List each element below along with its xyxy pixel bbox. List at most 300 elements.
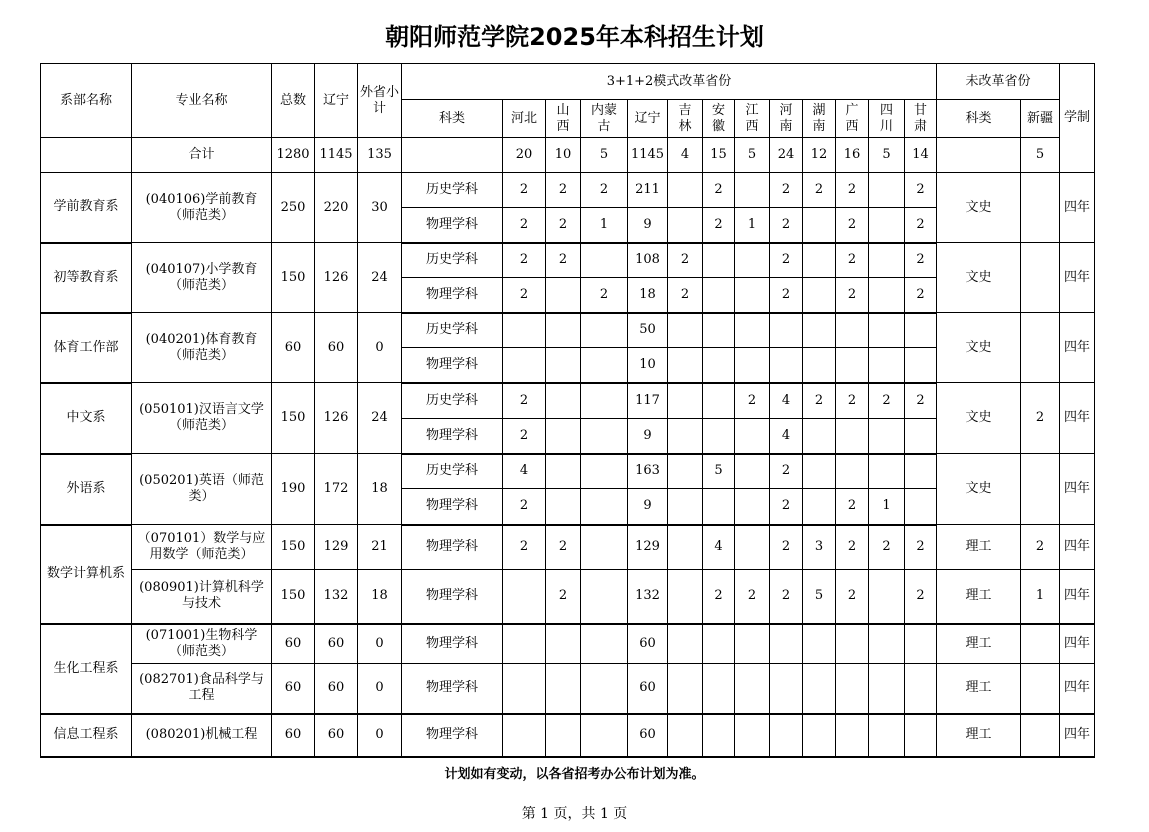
province-count bbox=[905, 348, 937, 383]
province-count: 60 bbox=[628, 624, 668, 664]
major-outside: 0 bbox=[358, 714, 402, 757]
province-count: 2 bbox=[770, 454, 803, 489]
province-count bbox=[735, 664, 770, 714]
province-count: 2 bbox=[905, 383, 937, 419]
dept-name: 学前教育系 bbox=[41, 173, 132, 243]
province-count: 2 bbox=[735, 383, 770, 419]
province-count bbox=[869, 208, 905, 243]
province-count: 4 bbox=[503, 454, 546, 489]
table-row bbox=[41, 624, 1095, 664]
province-count bbox=[905, 624, 937, 664]
major-outside: 18 bbox=[358, 570, 402, 624]
dept-name: 中文系 bbox=[41, 383, 132, 454]
totals-outside: 135 bbox=[358, 138, 402, 173]
major-liaoning: 60 bbox=[315, 624, 358, 664]
province-count: 1 bbox=[735, 208, 770, 243]
dept-name: 生化工程系 bbox=[41, 624, 132, 714]
nr-subject: 文史 bbox=[937, 313, 1021, 383]
province-count bbox=[770, 624, 803, 664]
province-count bbox=[581, 664, 628, 714]
province-count bbox=[836, 664, 869, 714]
header-province: 广西 bbox=[836, 100, 869, 138]
totals-nr-subject-blank bbox=[937, 138, 1021, 173]
totals-xinjiang: 5 bbox=[1021, 138, 1060, 173]
province-count: 163 bbox=[628, 454, 668, 489]
province-count: 18 bbox=[628, 278, 668, 313]
header-province: 山西 bbox=[546, 100, 581, 138]
major-outside: 30 bbox=[358, 173, 402, 243]
province-count bbox=[803, 278, 836, 313]
study-years: 四年 bbox=[1060, 454, 1095, 525]
header-province: 安徽 bbox=[703, 100, 735, 138]
major-name: (040201)体育教育（师范类） bbox=[132, 313, 272, 383]
province-count bbox=[703, 243, 735, 278]
totals-province: 4 bbox=[668, 138, 703, 173]
totals-subject-blank bbox=[402, 138, 503, 173]
province-count bbox=[770, 714, 803, 757]
province-count bbox=[668, 348, 703, 383]
province-count: 9 bbox=[628, 208, 668, 243]
xinjiang-count: 2 bbox=[1021, 525, 1060, 570]
table-row bbox=[41, 454, 1095, 489]
province-count: 5 bbox=[803, 570, 836, 624]
header-province: 甘肃 bbox=[905, 100, 937, 138]
province-count: 2 bbox=[803, 383, 836, 419]
header-province: 辽宁 bbox=[628, 100, 668, 138]
subject-type: 物理学科 bbox=[402, 664, 503, 714]
major-outside: 0 bbox=[358, 624, 402, 664]
province-count bbox=[581, 454, 628, 489]
totals-province: 20 bbox=[503, 138, 546, 173]
province-count bbox=[803, 208, 836, 243]
table-row bbox=[41, 525, 1095, 570]
footnote: 计划如有变动，以各省招考办公布计划为准。 bbox=[444, 767, 705, 782]
header-outside: 外省小计 bbox=[358, 64, 402, 138]
province-count: 10 bbox=[628, 348, 668, 383]
province-count: 2 bbox=[905, 278, 937, 313]
subject-type: 物理学科 bbox=[402, 348, 503, 383]
province-count: 2 bbox=[503, 383, 546, 419]
province-count bbox=[668, 419, 703, 454]
province-count bbox=[836, 313, 869, 348]
province-count bbox=[836, 714, 869, 757]
province-count: 2 bbox=[770, 208, 803, 243]
province-count bbox=[503, 313, 546, 348]
province-count bbox=[735, 243, 770, 278]
totals-province: 5 bbox=[735, 138, 770, 173]
enrollment-plan-table bbox=[40, 63, 1095, 758]
province-count bbox=[803, 624, 836, 664]
province-count: 2 bbox=[869, 525, 905, 570]
province-count bbox=[546, 454, 581, 489]
major-name: (080901)计算机科学与技术 bbox=[132, 570, 272, 624]
province-count bbox=[668, 624, 703, 664]
major-total: 150 bbox=[272, 383, 315, 454]
dept-name: 数学计算机系 bbox=[41, 525, 132, 624]
province-count bbox=[703, 624, 735, 664]
province-count bbox=[803, 243, 836, 278]
totals-dept-blank bbox=[41, 138, 132, 173]
nr-subject: 理工 bbox=[937, 624, 1021, 664]
province-count bbox=[803, 313, 836, 348]
major-outside: 24 bbox=[358, 243, 402, 313]
province-count bbox=[668, 383, 703, 419]
province-count: 2 bbox=[546, 243, 581, 278]
table-row bbox=[41, 664, 1095, 714]
header-province: 河南 bbox=[770, 100, 803, 138]
major-name: (080201)机械工程 bbox=[132, 714, 272, 757]
province-count: 2 bbox=[905, 173, 937, 208]
dept-name: 外语系 bbox=[41, 454, 132, 525]
province-count bbox=[668, 525, 703, 570]
province-count bbox=[581, 313, 628, 348]
province-count: 2 bbox=[546, 173, 581, 208]
major-liaoning: 220 bbox=[315, 173, 358, 243]
province-count: 2 bbox=[905, 208, 937, 243]
header-province: 江西 bbox=[735, 100, 770, 138]
nr-subject: 文史 bbox=[937, 454, 1021, 525]
province-count: 211 bbox=[628, 173, 668, 208]
nr-subject: 理工 bbox=[937, 570, 1021, 624]
province-count: 2 bbox=[905, 243, 937, 278]
province-count bbox=[905, 419, 937, 454]
province-count bbox=[581, 348, 628, 383]
table-row bbox=[41, 570, 1095, 624]
province-count bbox=[546, 664, 581, 714]
province-count: 2 bbox=[836, 208, 869, 243]
subject-type: 物理学科 bbox=[402, 489, 503, 525]
province-count: 2 bbox=[836, 243, 869, 278]
major-liaoning: 132 bbox=[315, 570, 358, 624]
province-count: 50 bbox=[628, 313, 668, 348]
xinjiang-count bbox=[1021, 714, 1060, 757]
province-count: 2 bbox=[836, 173, 869, 208]
province-count bbox=[735, 419, 770, 454]
major-total: 60 bbox=[272, 714, 315, 757]
header-years: 学制 bbox=[1060, 64, 1095, 173]
province-count: 2 bbox=[581, 278, 628, 313]
province-count: 2 bbox=[703, 570, 735, 624]
province-count: 5 bbox=[703, 454, 735, 489]
province-count: 2 bbox=[546, 525, 581, 570]
province-count bbox=[869, 278, 905, 313]
province-count: 2 bbox=[581, 173, 628, 208]
province-count bbox=[546, 313, 581, 348]
major-outside: 21 bbox=[358, 525, 402, 570]
province-count: 2 bbox=[836, 525, 869, 570]
province-count: 2 bbox=[503, 208, 546, 243]
header-province: 河北 bbox=[503, 100, 546, 138]
province-count: 1 bbox=[869, 489, 905, 525]
major-liaoning: 60 bbox=[315, 664, 358, 714]
province-count: 2 bbox=[803, 173, 836, 208]
province-count bbox=[581, 624, 628, 664]
province-count: 2 bbox=[546, 570, 581, 624]
totals-province: 14 bbox=[905, 138, 937, 173]
header-major: 专业名称 bbox=[132, 64, 272, 138]
province-count: 2 bbox=[905, 570, 937, 624]
province-count bbox=[546, 714, 581, 757]
xinjiang-count bbox=[1021, 173, 1060, 243]
major-total: 60 bbox=[272, 624, 315, 664]
province-count bbox=[581, 383, 628, 419]
province-count bbox=[735, 714, 770, 757]
major-total: 150 bbox=[272, 570, 315, 624]
header-subject: 科类 bbox=[402, 100, 503, 138]
province-count bbox=[503, 348, 546, 383]
province-count: 2 bbox=[668, 243, 703, 278]
header-nonreform-group: 未改革省份 bbox=[937, 64, 1060, 100]
province-count bbox=[668, 454, 703, 489]
major-outside: 0 bbox=[358, 313, 402, 383]
study-years: 四年 bbox=[1060, 714, 1095, 757]
subject-type: 物理学科 bbox=[402, 624, 503, 664]
province-count bbox=[770, 664, 803, 714]
subject-type: 物理学科 bbox=[402, 525, 503, 570]
province-count bbox=[546, 624, 581, 664]
province-count: 2 bbox=[503, 173, 546, 208]
nr-subject: 文史 bbox=[937, 173, 1021, 243]
province-count bbox=[668, 570, 703, 624]
province-count: 9 bbox=[628, 419, 668, 454]
study-years: 四年 bbox=[1060, 525, 1095, 570]
province-count bbox=[836, 454, 869, 489]
province-count bbox=[869, 624, 905, 664]
province-count bbox=[546, 383, 581, 419]
totals-province: 1145 bbox=[628, 138, 668, 173]
table-row bbox=[41, 173, 1095, 208]
nr-subject: 文史 bbox=[937, 383, 1021, 454]
study-years: 四年 bbox=[1060, 570, 1095, 624]
province-count bbox=[703, 714, 735, 757]
major-liaoning: 60 bbox=[315, 313, 358, 383]
major-liaoning: 172 bbox=[315, 454, 358, 525]
province-count bbox=[703, 313, 735, 348]
province-count: 117 bbox=[628, 383, 668, 419]
province-count bbox=[581, 419, 628, 454]
totals-total: 1280 bbox=[272, 138, 315, 173]
province-count bbox=[668, 173, 703, 208]
province-count bbox=[836, 348, 869, 383]
province-count: 60 bbox=[628, 714, 668, 757]
province-count: 2 bbox=[836, 570, 869, 624]
province-count bbox=[703, 383, 735, 419]
province-count bbox=[735, 348, 770, 383]
province-count: 2 bbox=[546, 208, 581, 243]
province-count bbox=[503, 714, 546, 757]
major-name: (050101)汉语言文学（师范类） bbox=[132, 383, 272, 454]
header-liaoning: 辽宁 bbox=[315, 64, 358, 138]
province-count: 2 bbox=[836, 383, 869, 419]
xinjiang-count bbox=[1021, 243, 1060, 313]
study-years: 四年 bbox=[1060, 313, 1095, 383]
totals-province: 5 bbox=[581, 138, 628, 173]
header-total: 总数 bbox=[272, 64, 315, 138]
totals-label: 合计 bbox=[132, 138, 272, 173]
major-name: (040106)学前教育（师范类） bbox=[132, 173, 272, 243]
major-liaoning: 129 bbox=[315, 525, 358, 570]
province-count: 2 bbox=[503, 278, 546, 313]
xinjiang-count bbox=[1021, 664, 1060, 714]
province-count bbox=[836, 624, 869, 664]
dept-name: 体育工作部 bbox=[41, 313, 132, 383]
subject-type: 历史学科 bbox=[402, 243, 503, 278]
subject-type: 历史学科 bbox=[402, 383, 503, 419]
province-count: 1 bbox=[581, 208, 628, 243]
province-count bbox=[735, 278, 770, 313]
major-total: 60 bbox=[272, 313, 315, 383]
province-count bbox=[703, 348, 735, 383]
province-count: 2 bbox=[503, 525, 546, 570]
province-count bbox=[803, 714, 836, 757]
subject-type: 历史学科 bbox=[402, 454, 503, 489]
province-count: 2 bbox=[770, 278, 803, 313]
province-count: 108 bbox=[628, 243, 668, 278]
province-count bbox=[869, 243, 905, 278]
province-count: 4 bbox=[770, 419, 803, 454]
province-count: 2 bbox=[770, 489, 803, 525]
province-count bbox=[869, 419, 905, 454]
nr-subject: 文史 bbox=[937, 243, 1021, 313]
province-count bbox=[905, 454, 937, 489]
province-count: 129 bbox=[628, 525, 668, 570]
xinjiang-count: 1 bbox=[1021, 570, 1060, 624]
major-name: （070101）数学与应用数学（师范类） bbox=[132, 525, 272, 570]
province-count bbox=[869, 348, 905, 383]
province-count bbox=[735, 624, 770, 664]
province-count: 2 bbox=[836, 489, 869, 525]
major-total: 250 bbox=[272, 173, 315, 243]
province-count: 2 bbox=[770, 173, 803, 208]
subject-type: 物理学科 bbox=[402, 208, 503, 243]
xinjiang-count bbox=[1021, 313, 1060, 383]
province-count: 2 bbox=[770, 525, 803, 570]
major-outside: 24 bbox=[358, 383, 402, 454]
province-count: 2 bbox=[503, 489, 546, 525]
nr-subject: 理工 bbox=[937, 664, 1021, 714]
province-count bbox=[803, 664, 836, 714]
xinjiang-count bbox=[1021, 454, 1060, 525]
study-years: 四年 bbox=[1060, 624, 1095, 664]
page-indicator: 第 1 页，共 1 页 bbox=[521, 806, 628, 822]
totals-province: 12 bbox=[803, 138, 836, 173]
province-count bbox=[546, 489, 581, 525]
province-count: 2 bbox=[770, 243, 803, 278]
subject-type: 物理学科 bbox=[402, 278, 503, 313]
province-count bbox=[869, 313, 905, 348]
page-title: 朝阳师范学院2025年本科招生计划 bbox=[385, 23, 764, 51]
header-province: 四川 bbox=[869, 100, 905, 138]
province-count bbox=[836, 419, 869, 454]
province-count: 2 bbox=[668, 278, 703, 313]
province-count: 2 bbox=[703, 208, 735, 243]
xinjiang-count bbox=[1021, 624, 1060, 664]
province-count bbox=[581, 570, 628, 624]
header-xinjiang: 新疆 bbox=[1021, 100, 1060, 138]
study-years: 四年 bbox=[1060, 173, 1095, 243]
nr-subject: 理工 bbox=[937, 714, 1021, 757]
province-count: 2 bbox=[836, 278, 869, 313]
province-count: 2 bbox=[735, 570, 770, 624]
province-count: 9 bbox=[628, 489, 668, 525]
province-count bbox=[503, 570, 546, 624]
province-count bbox=[668, 714, 703, 757]
province-count bbox=[735, 489, 770, 525]
dept-name: 初等教育系 bbox=[41, 243, 132, 313]
totals-province: 24 bbox=[770, 138, 803, 173]
province-count bbox=[735, 313, 770, 348]
dept-name: 信息工程系 bbox=[41, 714, 132, 757]
province-count bbox=[869, 714, 905, 757]
province-count: 3 bbox=[803, 525, 836, 570]
major-name: (082701)食品科学与工程 bbox=[132, 664, 272, 714]
province-count bbox=[546, 348, 581, 383]
major-liaoning: 126 bbox=[315, 383, 358, 454]
province-count bbox=[869, 454, 905, 489]
table-row bbox=[41, 714, 1095, 757]
province-count bbox=[581, 525, 628, 570]
totals-province: 10 bbox=[546, 138, 581, 173]
study-years: 四年 bbox=[1060, 383, 1095, 454]
province-count bbox=[803, 489, 836, 525]
province-count bbox=[581, 243, 628, 278]
province-count: 2 bbox=[503, 243, 546, 278]
province-count: 2 bbox=[703, 173, 735, 208]
province-count bbox=[869, 570, 905, 624]
totals-province: 16 bbox=[836, 138, 869, 173]
province-count bbox=[546, 278, 581, 313]
major-liaoning: 126 bbox=[315, 243, 358, 313]
header-province: 湖南 bbox=[803, 100, 836, 138]
nr-subject: 理工 bbox=[937, 525, 1021, 570]
table-row bbox=[41, 313, 1095, 348]
province-count: 4 bbox=[770, 383, 803, 419]
province-count bbox=[803, 454, 836, 489]
major-total: 150 bbox=[272, 525, 315, 570]
major-total: 190 bbox=[272, 454, 315, 525]
province-count bbox=[668, 664, 703, 714]
province-count bbox=[546, 419, 581, 454]
province-count bbox=[869, 173, 905, 208]
province-count: 60 bbox=[628, 664, 668, 714]
major-total: 60 bbox=[272, 664, 315, 714]
province-count: 132 bbox=[628, 570, 668, 624]
header-dept: 系部名称 bbox=[41, 64, 132, 138]
province-count bbox=[905, 664, 937, 714]
major-total: 150 bbox=[272, 243, 315, 313]
province-count bbox=[668, 489, 703, 525]
province-count bbox=[735, 173, 770, 208]
province-count: 2 bbox=[503, 419, 546, 454]
province-count bbox=[869, 664, 905, 714]
province-count bbox=[668, 313, 703, 348]
province-count bbox=[503, 664, 546, 714]
subject-type: 物理学科 bbox=[402, 419, 503, 454]
province-count bbox=[703, 664, 735, 714]
province-count bbox=[735, 525, 770, 570]
table-row bbox=[41, 243, 1095, 278]
province-count bbox=[735, 454, 770, 489]
province-count bbox=[581, 489, 628, 525]
province-count bbox=[803, 348, 836, 383]
province-count bbox=[770, 348, 803, 383]
major-name: (040107)小学教育（师范类） bbox=[132, 243, 272, 313]
table-row bbox=[41, 383, 1095, 419]
province-count bbox=[770, 313, 803, 348]
header-nr-subject: 科类 bbox=[937, 100, 1021, 138]
totals-province: 5 bbox=[869, 138, 905, 173]
province-count bbox=[703, 489, 735, 525]
